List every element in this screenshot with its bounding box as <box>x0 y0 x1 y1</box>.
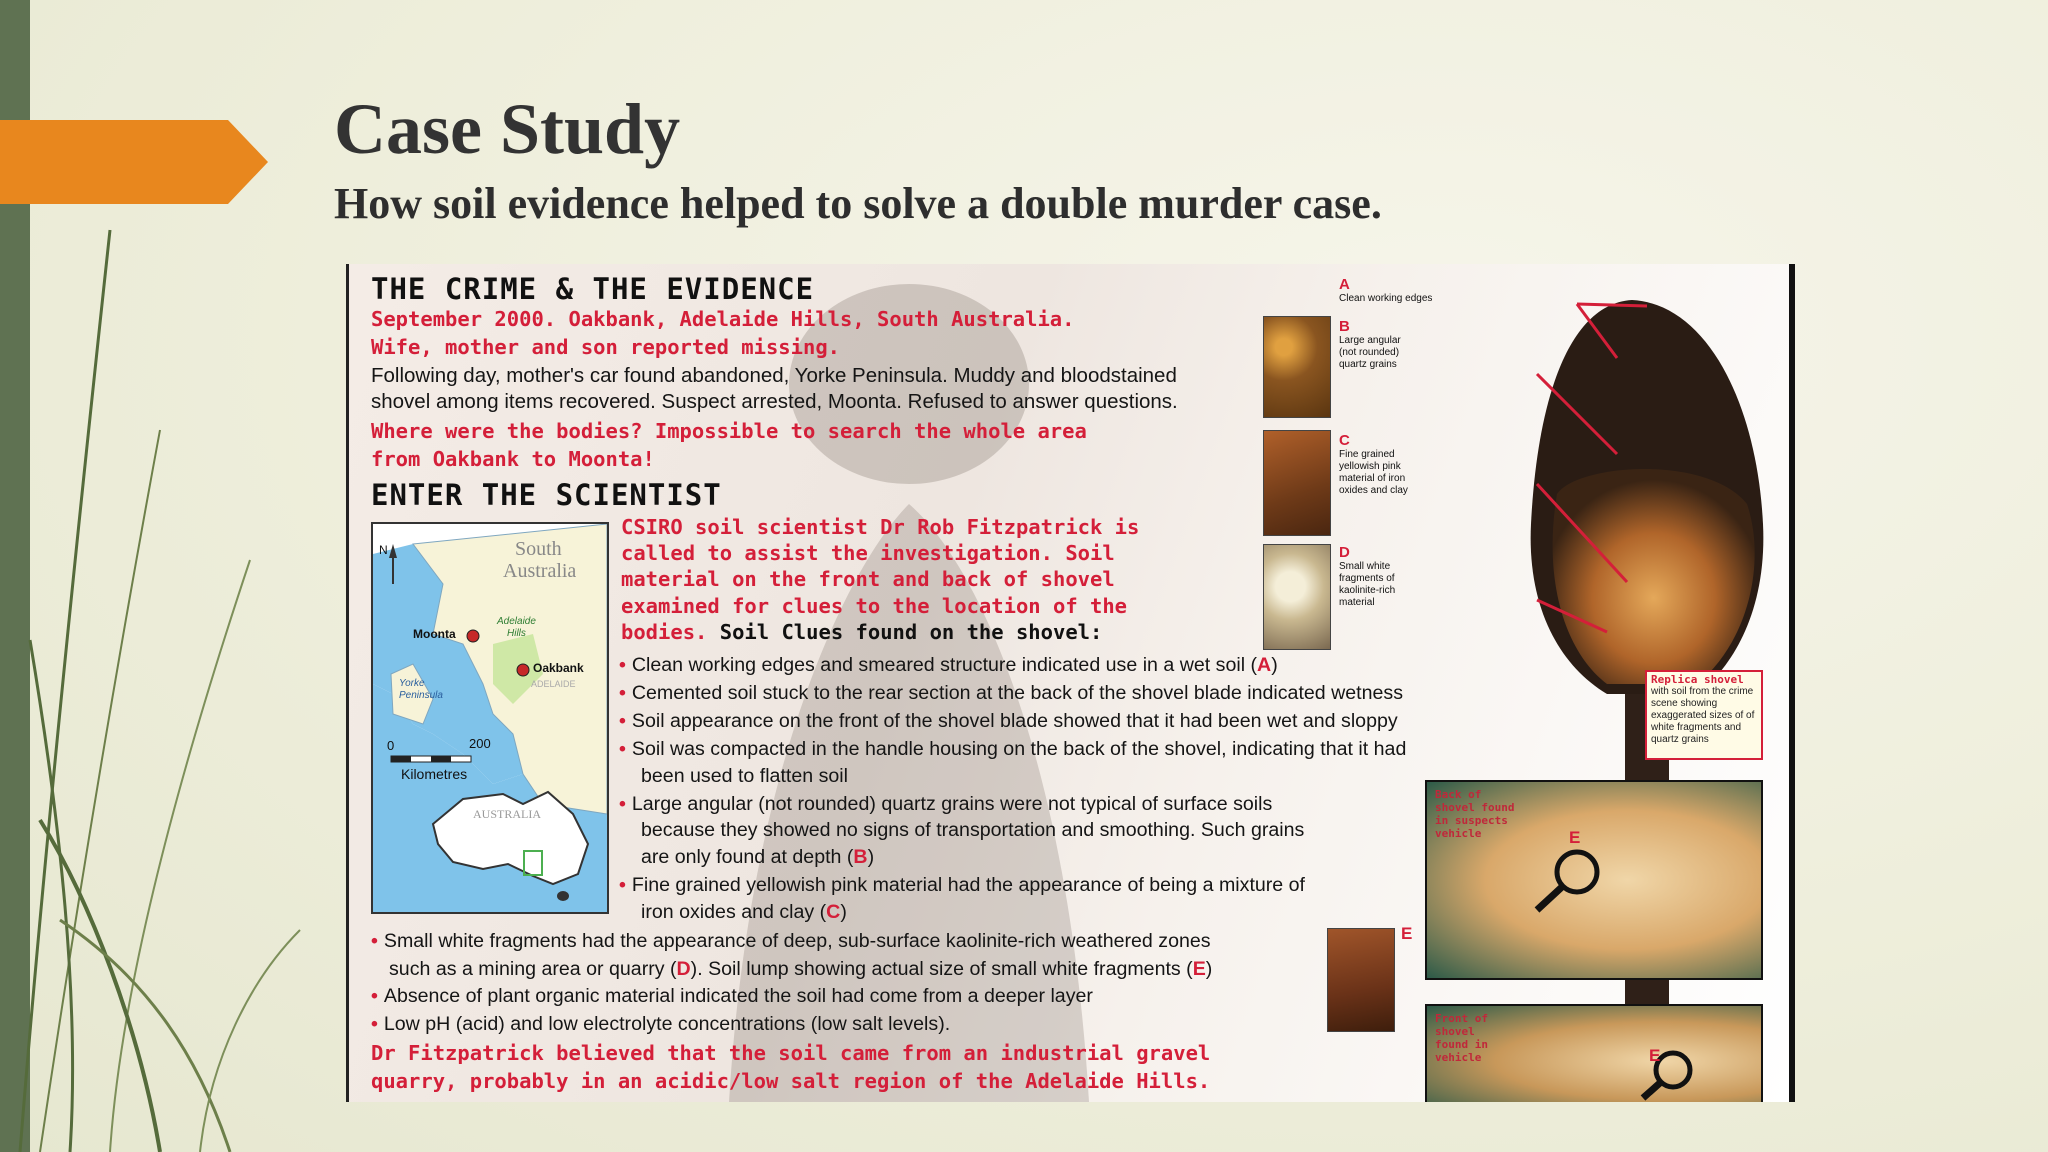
scientist-line-5 <box>621 619 1102 646</box>
scientist-line-4: examined for clues to the location of the <box>621 594 1128 618</box>
bullet-6-end: ) <box>840 901 847 923</box>
back-of-shovel-caption: Back of shovel found in suspects vehicle <box>1435 788 1515 840</box>
bullet-5-cont-2 <box>641 844 874 872</box>
map-north-label: N <box>379 543 388 557</box>
bullet-6-cont-text: iron oxides and clay ( <box>641 901 827 923</box>
bullet-3-text: Soil appearance on the front of the shovel blade showed that it had been wet and sloppy <box>631 710 1398 732</box>
bullet-6-text: Fine grained yellowish pink material had the appearance of being a mixture of <box>631 874 1305 896</box>
scientist-line-3: material on the front and back of shovel <box>621 567 1115 591</box>
map-adelaide-hills-label: Adelaide <box>497 616 536 627</box>
bullet-2: • Cemented soil stuck to the rear section at the back of the shovel blade indicated wetness <box>619 682 1404 704</box>
label-c-tag: C <box>1339 432 1350 449</box>
map-state-label: South <box>515 538 562 560</box>
label-d <box>1339 544 1429 609</box>
bullet-5-tag: B <box>853 846 868 868</box>
map-scale-200: 200 <box>469 736 491 751</box>
bullet-3: • Soil appearance on the front of the shovel blade showed that it had been wet and sloppy <box>619 710 1398 732</box>
bullet-1-end: ) <box>1271 654 1278 676</box>
front-of-shovel-photo <box>1425 1004 1763 1102</box>
bullet-4-text: Soil was compacted in the handle housing on the back of the shovel, indicating that it had <box>631 738 1407 760</box>
map-adelaide-hills-label-2: Hills <box>507 628 526 639</box>
sample-e-label: E <box>1401 924 1413 943</box>
bullet-7-tag-e: E <box>1192 958 1206 980</box>
label-d-text: Small white fragments of kaolinite-rich material <box>1339 561 1396 608</box>
bullet-7-cont-text: such as a mining area or quarry ( <box>389 958 677 980</box>
map-graphic <box>373 524 607 912</box>
label-b-tag: B <box>1339 318 1350 335</box>
bullet-7-cont <box>389 956 1212 984</box>
scientist-heading: ENTER THE SCIENTIST <box>371 478 722 512</box>
bullet-8-text: Absence of plant organic material indicated the soil had come from a deeper layer <box>383 985 1093 1007</box>
case-figure <box>346 264 1795 1102</box>
bullet-5-cont-1-text: because they showed no signs of transportation and smoothing. Such grains <box>641 819 1305 841</box>
bullet-5-cont-1 <box>641 817 1304 845</box>
bullet-6: • Fine grained yellowish pink material had the appearance of being a mixture of <box>619 874 1305 896</box>
map-state-label-2: Australia <box>503 560 577 582</box>
soil-sample-e-thumb <box>1327 928 1395 1032</box>
replica-shovel-note <box>1645 670 1763 760</box>
bullet-7-text: Small white fragments had the appearance of deep, sub-surface kaolinite-rich weathered zones <box>383 930 1211 952</box>
label-a-tag: A <box>1339 276 1350 293</box>
label-a <box>1339 276 1459 305</box>
crime-date-line: September 2000. Oakbank, Adelaide Hills, South Australia. <box>371 307 1075 331</box>
bullet-7-end: ) <box>1205 958 1213 980</box>
label-c-text: Fine grained yellowish pink material of iron oxides and clay <box>1339 449 1408 496</box>
back-of-shovel-photo <box>1425 780 1763 980</box>
label-d-tag: D <box>1339 544 1350 561</box>
soil-sample-b-thumb <box>1263 316 1331 418</box>
bullet-4-cont <box>641 763 848 791</box>
bullet-1-text: Clean working edges and smeared structure indicated use in a wet soil ( <box>631 654 1258 676</box>
map-scale-zero: 0 <box>387 738 395 753</box>
soil-sample-d-thumb <box>1263 544 1331 650</box>
bullet-9-text: Low pH (acid) and low electrolyte concentrations (low salt levels). <box>383 1013 951 1035</box>
bullet-2-text: Cemented soil stuck to the rear section at the back of the shovel blade indicated wetness <box>631 682 1404 704</box>
bullet-7-mid: ). Soil lump showing actual size of small white fragments ( <box>690 958 1193 980</box>
soil-sample-c-thumb <box>1263 430 1331 536</box>
orange-arrow-marker <box>0 120 268 204</box>
replica-text: with soil from the crime scene showing exaggerated sizes of of white fragments and quartz grains <box>1651 686 1755 745</box>
map-yorke-label-2: Peninsula <box>399 690 443 701</box>
bullet-5-text: Large angular (not rounded) quartz grains were not typical of surface soils <box>631 793 1273 815</box>
bullet-4: • Soil was compacted in the handle housing on the back of the shovel, indicating that it had <box>619 738 1407 760</box>
bullet-9: • Low pH (acid) and low electrolyte concentrations (low salt levels). <box>371 1013 951 1035</box>
map-yorke-label: Yorke <box>399 678 425 689</box>
front-of-shovel-caption: Front of shovel found in vehicle <box>1435 1012 1488 1064</box>
replica-title: Replica shovel <box>1651 673 1744 686</box>
bullet-8: • Absence of plant organic material indicated the soil had come from a deeper layer <box>371 985 1093 1007</box>
label-a-text: Clean working edges <box>1339 293 1433 304</box>
label-c <box>1339 432 1429 497</box>
label-b <box>1339 318 1429 371</box>
label-b-text: Large angular (not rounded) quartz grains <box>1339 335 1401 370</box>
scientist-line-1: CSIRO soil scientist Dr Rob Fitzpatrick is <box>621 515 1140 539</box>
scientist-line-2: called to assist the investigation. Soil <box>621 541 1115 565</box>
bullet-7: • Small white fragments had the appearance of deep, sub-surface kaolinite-rich weathered zones <box>371 930 1211 952</box>
slide-title: Case Study <box>334 89 681 169</box>
map-moonta-label: Moonta <box>413 627 456 641</box>
map-adelaide-label: ADELAIDE <box>531 679 576 689</box>
bullet-7-tag-d: D <box>676 958 691 980</box>
slide-subtitle: How soil evidence helped to solve a double murder case. <box>334 179 1382 228</box>
map-country-label: AUSTRALIA <box>473 807 541 821</box>
conclusion-line-2: quarry, probably in an acidic/low salt region of the Adelaide Hills. <box>371 1069 1211 1093</box>
map-oakbank-label: Oakbank <box>533 661 584 675</box>
soil-clues-label: Soil Clues found on the shovel: <box>719 620 1103 644</box>
bullet-6-cont <box>641 899 847 927</box>
crime-question-line-2: from Oakbank to Moonta! <box>371 447 655 471</box>
front-e-marker: E <box>1649 1046 1661 1065</box>
bullet-1: • Clean working edges and smeared structure indicated use in a wet soil (A) <box>619 654 1278 676</box>
crime-question-line-1: Where were the bodies? Impossible to search the whole area <box>371 419 1087 443</box>
map-scale-unit: Kilometres <box>401 766 468 782</box>
bullet-6-tag: C <box>826 901 841 923</box>
conclusion-line-1: Dr Fitzpatrick believed that the soil came from an industrial gravel <box>371 1041 1211 1065</box>
location-map <box>371 522 609 914</box>
scientist-line-5-red: bodies. <box>621 620 708 644</box>
bullet-5-cont-2-text: are only found at depth ( <box>641 846 854 868</box>
bullet-1-tag: A <box>1257 654 1272 676</box>
bullet-5-end: ) <box>867 846 875 868</box>
crime-heading: THE CRIME & THE EVIDENCE <box>371 272 815 306</box>
bullet-5: • Large angular (not rounded) quartz grains were not typical of surface soils <box>619 793 1273 815</box>
back-e-marker: E <box>1569 828 1581 847</box>
crime-body-line-1: Following day, mother's car found abandoned, Yorke Peninsula. Muddy and bloodstained <box>371 364 1177 387</box>
bullet-4-cont-text: been used to flatten soil <box>641 765 848 787</box>
crime-missing-line: Wife, mother and son reported missing. <box>371 335 840 359</box>
crime-body-line-2: shovel among items recovered. Suspect arrested, Moonta. Refused to answer questions. <box>371 390 1178 413</box>
